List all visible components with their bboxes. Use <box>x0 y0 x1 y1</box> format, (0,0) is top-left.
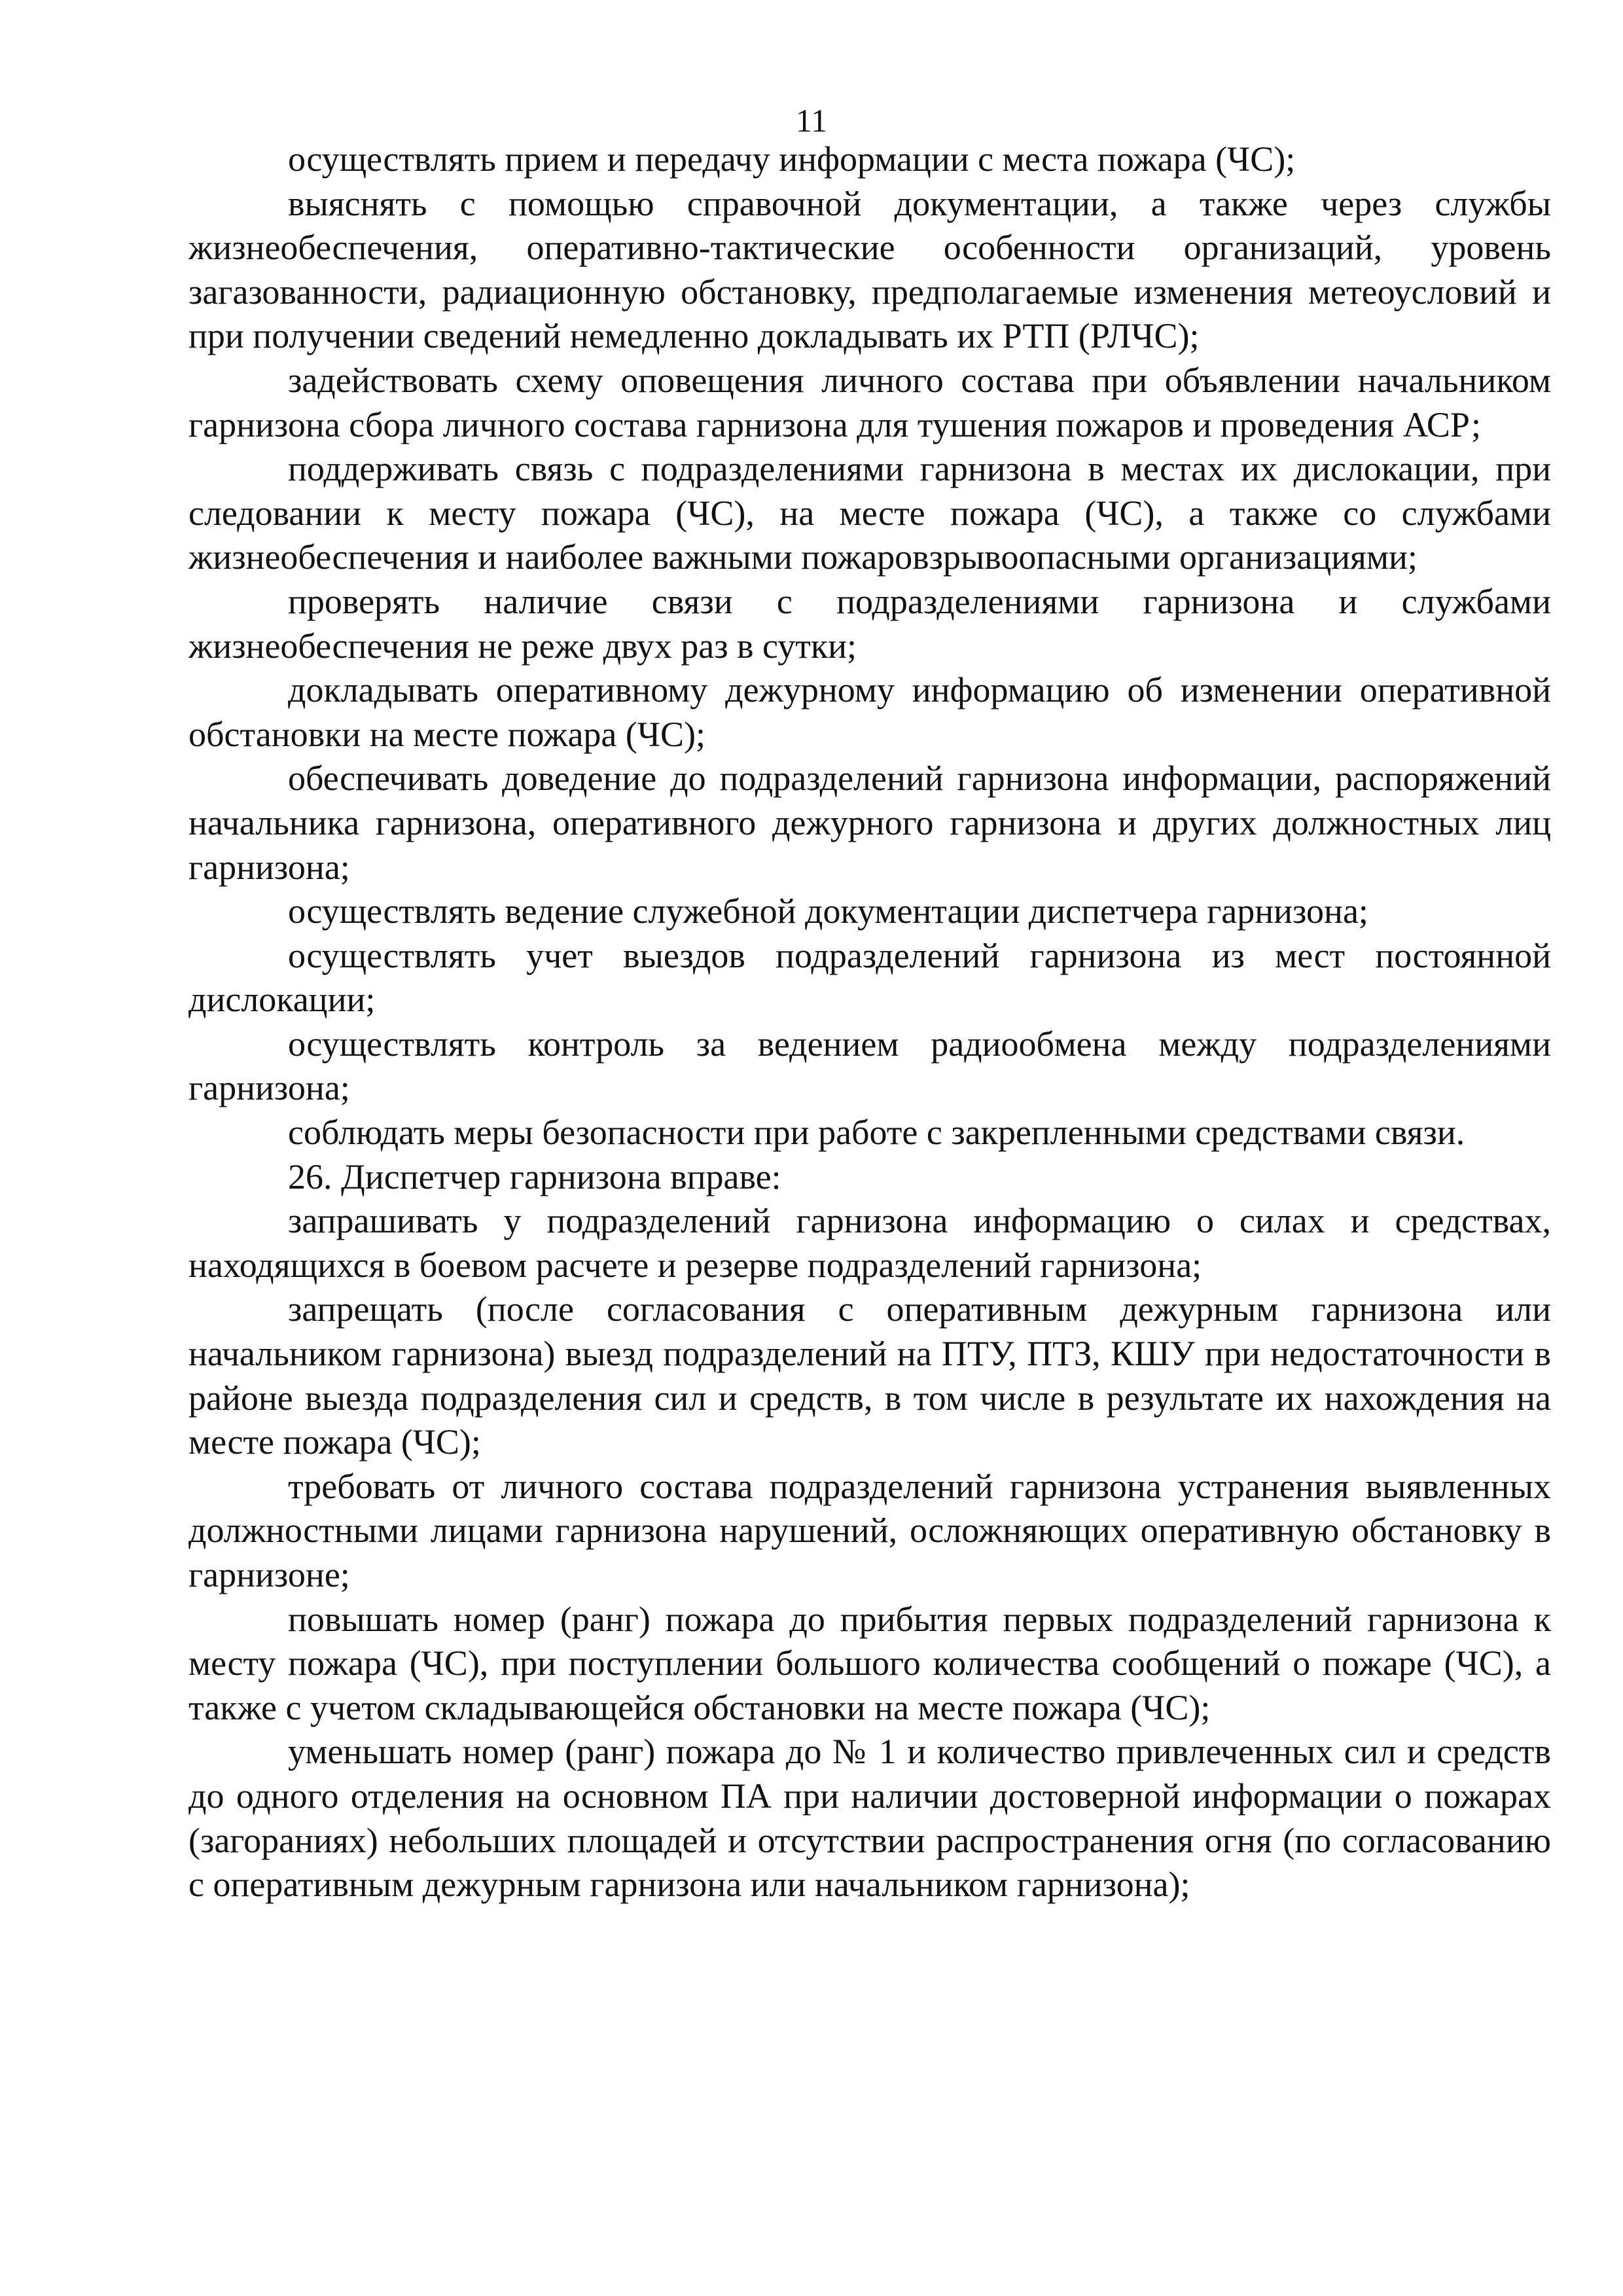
paragraph: выяснять с помощью справочной документации, а также через службы жизнеобеспечения, оперативно-тактические особенности организаций, уровень загазованности, радиационную обстановку, предполагаемые изменения метеоусловий и при получении сведений немедленно докладывать их РТП (РЛЧС); <box>188 183 1551 356</box>
paragraph: поддерживать связь с подразделениями гарнизона в местах их дислокации, при следовании к месту пожара (ЧС), на месте пожара (ЧС), а также со службами жизнеобеспечения и наиболее важными пожаровзрывоопасными организациями; <box>188 449 1551 577</box>
paragraph: уменьшать номер (ранг) пожара до № 1 и количество привлеченных сил и средств до одного отделения на основном ПА при наличии достоверной информации о пожарах (загораниях) небольших площадей и отсутствии распространения огня (по согласованию с оперативным дежурным гарнизона или начальником гарнизона); <box>188 1732 1551 1905</box>
paragraph: запрашивать у подразделений гарнизона информацию о силах и средствах, находящихся в боевом расчете и резерве подразделений гарнизона; <box>188 1201 1551 1285</box>
paragraph: докладывать оперативному дежурному информацию об изменении оперативной обстановки на месте пожара (ЧС); <box>188 670 1551 754</box>
paragraph: повышать номер (ранг) пожара до прибытия первых подразделений гарнизона к месту пожара (ЧС), при поступлении большого количества сообщений о пожаре (ЧС), а также с учетом складывающейся обстановки на месте пожара (ЧС); <box>188 1599 1551 1727</box>
paragraph: запрещать (после согласования с оперативным дежурным гарнизона или начальником гарнизона) выезд подразделений на ПТУ, ПТЗ, КШУ при недостаточности в районе выезда подразделения сил и средств, в том числе в результате их нахождения на месте пожара (ЧС); <box>188 1289 1551 1462</box>
paragraph: обеспечивать доведение до подразделений гарнизона информации, распоряжений начальника гарнизона, оперативного дежурного гарнизона и других должностных лиц гарнизона; <box>188 759 1551 887</box>
paragraph: требовать от личного состава подразделений гарнизона устранения выявленных должностными лицами гарнизона нарушений, осложняющих оперативную обстановку в гарнизоне; <box>188 1466 1551 1594</box>
paragraph: осуществлять прием и передачу информации с места пожара (ЧС); <box>288 139 1296 179</box>
paragraph: осуществлять контроль за ведением радиообмена между подразделениями гарнизона; <box>188 1024 1551 1108</box>
paragraph: соблюдать меры безопасности при работе с закрепленными средствами связи. <box>288 1113 1465 1153</box>
paragraph: осуществлять ведение служебной документации диспетчера гарнизона; <box>288 891 1368 931</box>
section-heading: 26. Диспетчер гарнизона вправе: <box>288 1157 781 1196</box>
page-number: 11 <box>795 102 828 139</box>
document-body <box>188 137 1551 1907</box>
paragraph: задействовать схему оповещения личного состава при объявлении начальником гарнизона сбора личного состава гарнизона для тушения пожаров и проведения АСР; <box>188 360 1551 444</box>
paragraph: проверять наличие связи с подразделениями гарнизона и службами жизнеобеспечения не реже двух раз в сутки; <box>188 581 1551 666</box>
paragraph: осуществлять учет выездов подразделений гарнизона из мест постоянной дислокации; <box>188 935 1551 1020</box>
